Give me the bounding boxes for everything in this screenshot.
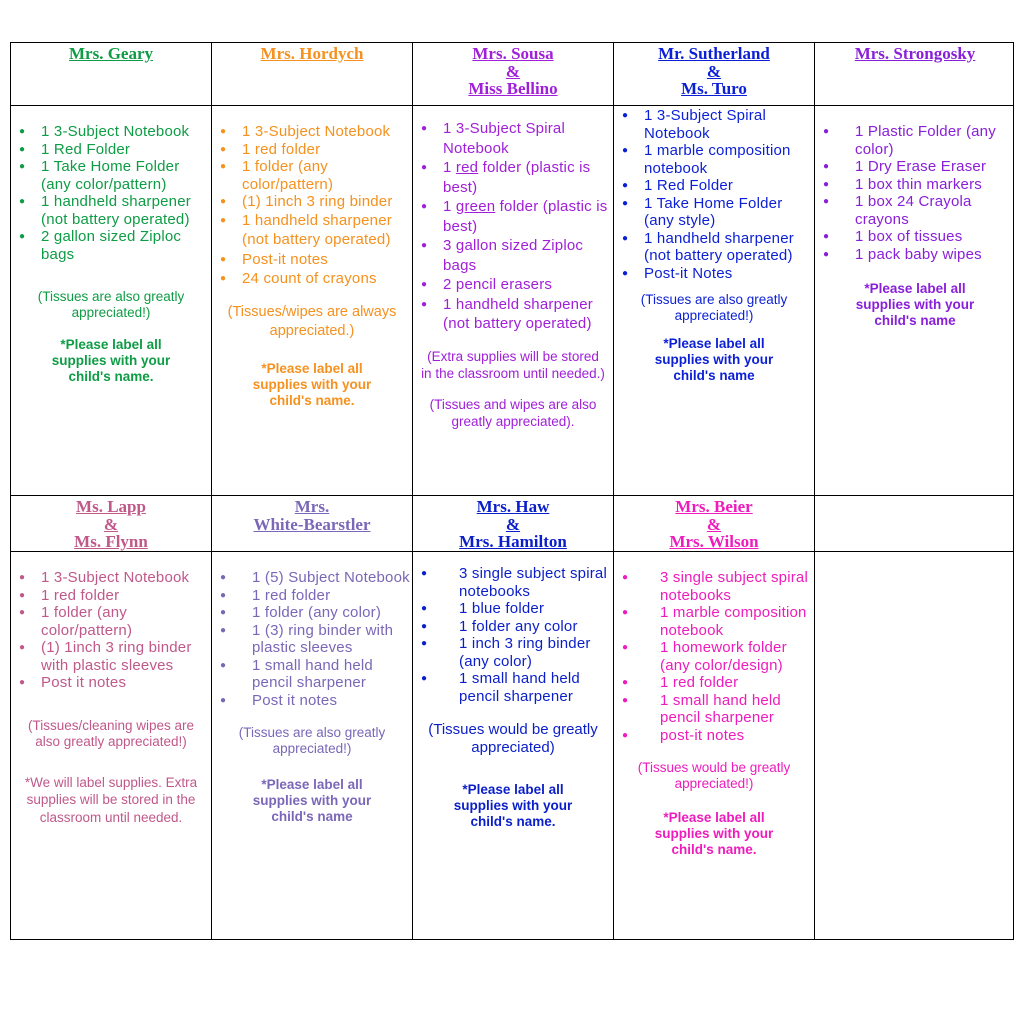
list-item: ● 3 single subject spiral notebooks: [413, 565, 613, 600]
list-item: ● 1 box thin markers: [815, 176, 1015, 194]
list-item: ● (1) 1inch 3 ring binder with plastic sleeves: [11, 639, 211, 674]
supply-list-sousa: [413, 119, 613, 495]
list-item: ● 1 red folder: [11, 587, 211, 605]
label-note: *Please label all supplies with your child's name: [252, 777, 372, 824]
item-text: folder (plastic is best): [443, 198, 608, 235]
list-item: ● 1 handheld sharpener (not battery operated): [413, 295, 613, 334]
teacher-name: Mrs.: [294, 497, 330, 516]
supply-list-beier: [614, 569, 814, 939]
supply-list-sutherland: [614, 107, 814, 495]
teacher-name: Mrs. Sousa: [472, 44, 554, 63]
ampersand: &: [505, 514, 521, 534]
supply-list-haw: [413, 565, 613, 939]
supply-list-strongosky: [815, 123, 1015, 495]
list-item: ● 3 gallon sized Ziploc bags: [413, 236, 613, 275]
list-item: ● post-it notes: [614, 727, 814, 745]
list-item: ● 1 Plastic Folder (any color): [815, 123, 1015, 158]
teacher-name: Mrs. Haw: [476, 497, 550, 516]
list-item: ● Post it notes: [212, 692, 412, 710]
teacher-name: Ms. Flynn: [74, 532, 148, 551]
teacher-name: Ms. Lapp: [76, 497, 146, 516]
label-note: *Please label all supplies with your child's name.: [252, 360, 372, 408]
list-item: ● 1 pack baby wipes: [815, 246, 1015, 264]
supply-items: [614, 107, 814, 282]
list-item: ● 1 Take Home Folder (any color/pattern): [11, 158, 211, 193]
supply-items: [413, 119, 613, 334]
list-item: ● Post it notes: [11, 674, 211, 692]
list-item: ● 1 small hand held pencil sharpener: [212, 657, 412, 692]
tissues-note: (Tissues would be greatly appreciated): [428, 721, 598, 756]
supply-items: [212, 123, 412, 289]
list-item: ● 1 handheld sharpener (not battery operated): [11, 193, 211, 228]
list-item: ● 1 folder (any color): [212, 604, 412, 622]
list-item: ● 1 red folder: [212, 587, 412, 605]
list-item: ● 1 small hand held pencil sharpener: [614, 692, 814, 727]
list-item: ● 1 3-Subject Notebook: [11, 569, 211, 587]
item-text: folder (plastic is best): [443, 159, 591, 196]
list-item: ● 1 box 24 Crayola crayons: [815, 193, 1015, 228]
ampersand: &: [706, 61, 722, 81]
tissues-note: (Tissues would be greatly appreciated!): [637, 760, 791, 791]
teacher-name: Ms. Turo: [681, 79, 747, 98]
list-item: ● 1 homework folder (any color/design): [614, 639, 814, 674]
teacher-name: Mrs. Wilson: [669, 532, 759, 551]
list-item: ● 1 folder any color: [413, 618, 613, 636]
list-item: ● 1 3-Subject Spiral Notebook: [413, 119, 613, 158]
list-item: ● 1 marble composition notebook: [614, 604, 814, 639]
teacher-header-beier: [614, 496, 814, 551]
supply-list-geary: [11, 123, 211, 495]
supply-items: [815, 123, 1015, 263]
list-item: ● 1 Red Folder: [11, 141, 211, 159]
list-item: ● 1 Red Folder: [614, 177, 814, 195]
tissues-note: (Tissues are also greatly appreciated!): [238, 725, 386, 756]
supply-items: [614, 569, 814, 744]
supply-list-table: [10, 42, 1014, 940]
teacher-name: White-Bearstler: [253, 514, 371, 534]
list-item: ● 1 3-Subject Spiral Notebook: [614, 107, 814, 142]
list-item: ● 1 3-Subject Notebook: [11, 123, 211, 141]
teacher-header-haw: [413, 496, 613, 551]
tissues-note: (Tissues are also greatly appreciated!): [37, 289, 185, 320]
teacher-header-geary: [11, 43, 211, 105]
label-note: *Please label all supplies with your child's name.: [51, 337, 171, 384]
ampersand: &: [706, 514, 722, 534]
teacher-name: Miss Bellino: [468, 79, 558, 98]
list-item: ● 1 (3) ring binder with plastic sleeves: [212, 622, 412, 657]
item-text: 1: [443, 198, 456, 215]
teacher-header-lapp: [11, 496, 211, 551]
supply-list-hordych: [212, 123, 412, 495]
list-item: ● Post-it Notes: [614, 265, 814, 283]
teacher-header-strongosky: [815, 43, 1015, 105]
teacher-name: Mrs. Strongosky: [854, 44, 976, 63]
item-color: green: [455, 198, 496, 215]
empty-body-cell: [815, 552, 1015, 939]
list-item: ● 1 folder (any color/pattern): [11, 604, 211, 639]
list-item: ● 3 single subject spiral notebooks: [614, 569, 814, 604]
list-item: ● 1 (5) Subject Notebook: [212, 569, 412, 587]
list-item: ● 1 blue folder: [413, 600, 613, 618]
list-item: ● 1 red folder: [614, 674, 814, 692]
tissues-note: (Tissues are also greatly appreciated!): [640, 292, 788, 323]
teacher-name: Mrs. Hordych: [260, 44, 364, 63]
list-item: ● 1 Take Home Folder (any style): [614, 195, 814, 230]
label-note: *Please label all supplies with your child's name: [654, 336, 774, 383]
list-item: ● 1 red folder: [212, 141, 412, 159]
supply-items: [11, 569, 211, 692]
list-item: ● Post-it notes: [212, 250, 412, 270]
label-note: *Please label all supplies with your child's name: [855, 281, 975, 328]
row-divider: [11, 105, 1013, 106]
list-item: ● 1 handheld sharpener (not battery operated): [614, 230, 814, 265]
teacher-name: Mrs. Beier: [675, 497, 753, 516]
tissues-note: (Tissues/wipes are always appreciated.): [227, 303, 397, 339]
extra-supplies-note: (Extra supplies will be stored in the classroom until needed.): [421, 348, 605, 381]
tissues-note: (Tissues and wipes are also greatly appreciated).: [429, 396, 597, 429]
teacher-header-white-bearstler: [212, 496, 412, 551]
teacher-name: Mrs. Hamilton: [459, 532, 567, 551]
list-item: ● 1 handheld sharpener (not battery operated): [212, 211, 412, 250]
ampersand: &: [103, 514, 119, 534]
teacher-name: Mrs. Geary: [68, 44, 154, 63]
list-item: [413, 158, 613, 197]
teacher-header-hordych: [212, 43, 412, 105]
list-item: ● 1 marble composition notebook: [614, 142, 814, 177]
label-note: *Please label all supplies with your child's name.: [654, 810, 774, 857]
empty-header-cell: [815, 496, 1015, 551]
list-item: ● 1 3-Subject Notebook: [212, 123, 412, 141]
ampersand: &: [505, 61, 521, 81]
item-text: 1: [443, 159, 456, 176]
list-item: ● 1 box of tissues: [815, 228, 1015, 246]
list-item: ● 2 pencil erasers: [413, 275, 613, 295]
list-item: ● 1 Dry Erase Eraser: [815, 158, 1015, 176]
supply-items: [212, 569, 412, 709]
item-color: red: [455, 159, 479, 176]
list-item: [413, 197, 613, 236]
list-item: ● 1 folder (any color/pattern): [212, 158, 412, 193]
supply-list-white-bearstler: [212, 569, 412, 939]
list-item: ● 1 inch 3 ring binder (any color): [413, 635, 613, 670]
teacher-header-sousa: [413, 43, 613, 105]
label-note: *We will label supplies. Extra supplies will be stored in the classroom until needed.: [24, 774, 198, 825]
list-item: ● (1) 1inch 3 ring binder: [212, 193, 412, 211]
supply-items: [11, 123, 211, 263]
list-item: ● 24 count of crayons: [212, 269, 412, 289]
supply-list-lapp: [11, 569, 211, 939]
list-item: ● 1 small hand held pencil sharpener: [413, 670, 613, 705]
label-note: *Please label all supplies with your child's name.: [453, 782, 573, 829]
list-item: ● 2 gallon sized Ziploc bags: [11, 228, 211, 263]
teacher-name: Mr. Sutherland: [658, 44, 770, 63]
supply-items: [413, 565, 613, 705]
teacher-header-sutherland: [614, 43, 814, 105]
tissues-note: (Tissues/cleaning wipes are also greatly appreciated!): [27, 717, 195, 749]
